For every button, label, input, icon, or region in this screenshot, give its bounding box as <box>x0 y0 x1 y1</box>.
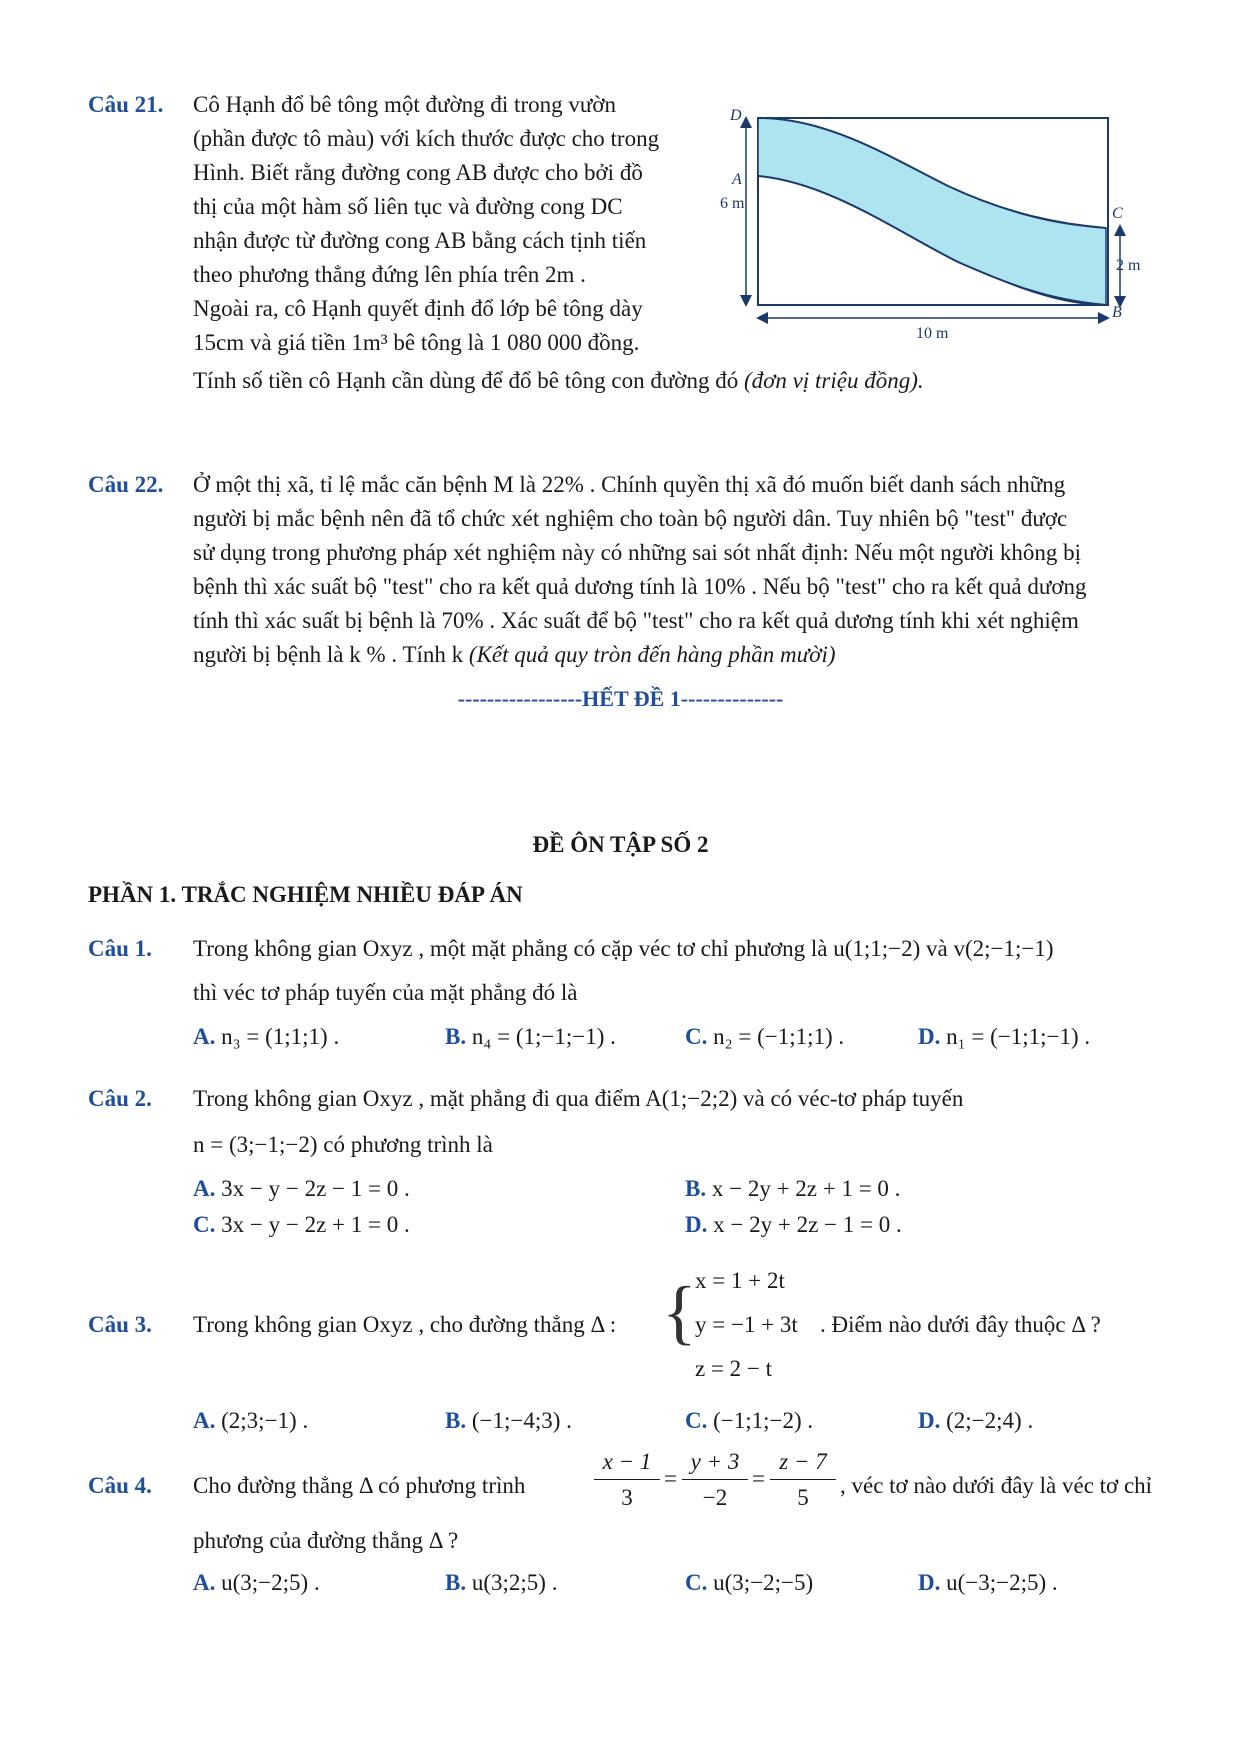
fraction-bar <box>594 1479 660 1480</box>
label-height: 6 m <box>720 195 745 212</box>
option-c[interactable]: C. n₂ = (−1;1;1) . <box>685 1024 845 1049</box>
option-d[interactable]: D. (2;−2;4) . <box>918 1408 1034 1433</box>
fraction-bar <box>770 1479 836 1480</box>
question-rounding-note: (Kết quả quy tròn đến hàng phần mười) <box>468 642 836 667</box>
question-text-line: 15cm và giá tiền 1m³ bê tông là 1 080 000 đồng. <box>193 330 640 355</box>
option-c[interactable]: C. 3x − y − 2z + 1 = 0 . <box>193 1212 410 1237</box>
question-text-line: (phần được tô màu) với kích thước được cho trong <box>193 126 660 151</box>
option-a[interactable]: A. (2;3;−1) . <box>193 1408 309 1433</box>
option-a[interactable]: A. n₃ = (1;1;1) . <box>193 1024 340 1049</box>
option-a[interactable]: A. u(3;−2;5) . <box>193 1570 320 1595</box>
question-last-line: người bị bệnh là k % . Tính k <box>193 642 464 667</box>
question-label: Câu 21. <box>88 92 164 117</box>
option-d[interactable]: D. n₁ = (−1;1;−1) . <box>918 1024 1091 1049</box>
option-c[interactable]: C. u(3;−2;−5) <box>685 1570 814 1595</box>
label-c: C <box>1112 205 1123 222</box>
fraction-denominator: −2 <box>702 1485 728 1510</box>
question-text-line: bệnh thì xác suất bộ "test" cho ra kết quả dương tính là 10% . Nếu bộ "test" cho ra kết quả dương <box>193 574 1087 599</box>
equals-sign: = <box>752 1466 765 1491</box>
option-c[interactable]: C. (−1;1;−2) . <box>685 1408 814 1433</box>
option-b[interactable]: B. x − 2y + 2z + 1 = 0 . <box>685 1176 901 1201</box>
system-brace: { <box>662 1272 697 1352</box>
fraction-denominator: 3 <box>621 1485 633 1510</box>
fraction-numerator: y + 3 <box>690 1449 740 1474</box>
system-equation: y = −1 + 3t <box>695 1312 798 1337</box>
question-text-line: tính thì xác suất bị bệnh là 70% . Xác suất để bộ "test" cho ra kết quả dương tính khi xét nghiệm <box>193 608 1079 633</box>
question-text-line: người bị mắc bệnh nên đã tổ chức xét nghiệm cho toàn bộ người dân. Tuy nhiên bộ "test" được <box>193 506 1068 531</box>
question-label: Câu 2. <box>88 1086 152 1111</box>
label-b: B <box>1112 304 1122 321</box>
question-text-prefix: Cho đường thẳng Δ có phương trình <box>193 1473 526 1498</box>
label-gap: 2 m <box>1116 257 1141 274</box>
fraction-bar <box>682 1479 748 1480</box>
end-of-exam-1-marker: -----------------HẾT ĐỀ 1-------------- <box>457 686 784 711</box>
part-1-title: PHẦN 1. TRẮC NGHIỆM NHIỀU ĐÁP ÁN <box>88 882 523 907</box>
question-label: Câu 22. <box>88 472 164 497</box>
question-text-line: Cô Hạnh đổ bê tông một đường đi trong vườn <box>193 92 616 117</box>
option-d[interactable]: D. u(−3;−2;5) . <box>918 1570 1058 1595</box>
question-text-line: Trong không gian Oxyz , một mặt phẳng có cặp véc tơ chỉ phương là u(1;1;−2) và v(2;−1;−1) <box>193 936 1054 961</box>
question-text-line <box>193 638 836 672</box>
question-text-line: sử dụng trong phương pháp xét nghiệm này có những sai sót nhất định: Nếu một người không bị <box>193 540 1082 565</box>
road-figure <box>718 104 1148 344</box>
question-text-line: Trong không gian Oxyz , mặt phẳng đi qua điểm A(1;−2;2) và có véc-tơ pháp tuyến <box>193 1086 964 1111</box>
concrete-road-band <box>758 118 1106 305</box>
question-text-line: Hình. Biết rằng đường cong AB được cho bởi đồ <box>193 160 643 185</box>
question-label: Câu 1. <box>88 936 152 961</box>
question-text-line: Ngoài ra, cô Hạnh quyết định đổ lớp bê tông dày <box>193 296 643 321</box>
option-d[interactable]: D. x − 2y + 2z − 1 = 0 . <box>685 1212 902 1237</box>
option-a[interactable]: A. 3x − y − 2z − 1 = 0 . <box>193 1176 410 1201</box>
option-b[interactable]: B. (−1;−4;3) . <box>445 1408 572 1433</box>
fraction-numerator: z − 7 <box>779 1449 827 1474</box>
label-width: 10 m <box>916 325 949 342</box>
fraction-denominator: 5 <box>797 1485 809 1510</box>
system-equation: x = 1 + 2t <box>695 1268 785 1293</box>
system-equation: z = 2 − t <box>695 1356 773 1381</box>
exam-2-title: ĐỀ ÔN TẬP SỐ 2 <box>532 832 709 857</box>
question-unit-note: (đơn vị triệu đồng). <box>743 368 924 393</box>
label-a: A <box>732 171 742 188</box>
question-text-line: phương của đường thẳng Δ ? <box>193 1528 459 1553</box>
question-text-suffix: . Điểm nào dưới đây thuộc Δ ? <box>820 1312 1101 1337</box>
question-text-line: thị của một hàm số liên tục và đường cong DC <box>193 194 623 219</box>
question-label: Câu 4. <box>88 1473 152 1498</box>
question-text-line: Ở một thị xã, tỉ lệ mắc căn bệnh M là 22% . Chính quyền thị xã đó muốn biết danh sách những <box>193 472 1066 497</box>
label-d: D <box>730 107 742 124</box>
question-last-line: Tính số tiền cô Hạnh cần dùng để đổ bê tông con đường đó <box>193 368 739 393</box>
question-text-line: nhận được từ đường cong AB bằng cách tịnh tiến <box>193 228 647 253</box>
question-text-line: theo phương thẳng đứng lên phía trên 2m . <box>193 262 586 287</box>
question-text-line: n = (3;−1;−2) có phương trình là <box>193 1132 493 1157</box>
option-b[interactable]: B. u(3;2;5) . <box>445 1570 558 1595</box>
question-text-suffix: , véc tơ nào dưới đây là véc tơ chỉ <box>840 1473 1153 1498</box>
fraction-numerator: x − 1 <box>602 1449 652 1474</box>
question-label: Câu 3. <box>88 1312 152 1337</box>
question-text-line: thì véc tơ pháp tuyến của mặt phẳng đó là <box>193 980 578 1005</box>
question-text-prefix: Trong không gian Oxyz , cho đường thẳng Δ : <box>193 1312 617 1337</box>
equals-sign: = <box>664 1466 677 1491</box>
question-text-line <box>193 364 924 398</box>
option-b[interactable]: B. n₄ = (1;−1;−1) . <box>445 1024 616 1049</box>
